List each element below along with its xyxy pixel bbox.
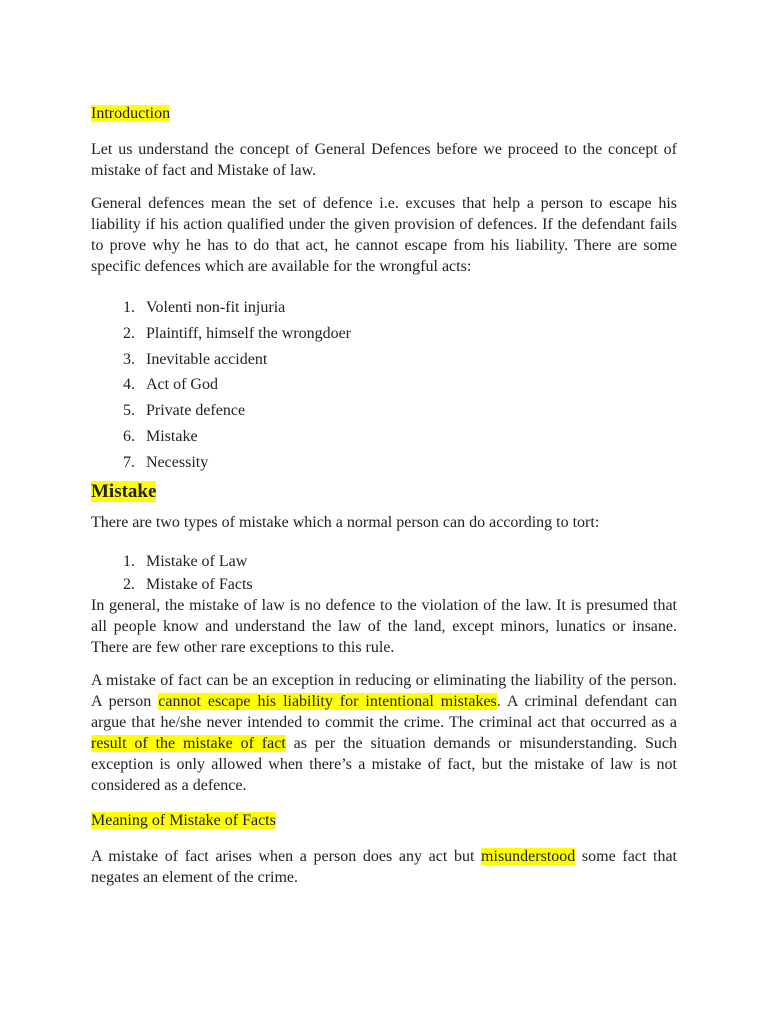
list-item: 1. Mistake of Law xyxy=(123,552,248,570)
list-item: 2. Mistake of Facts xyxy=(123,576,253,594)
defences-list xyxy=(91,295,677,476)
document-page xyxy=(91,100,677,900)
mistake-types-list xyxy=(91,549,677,596)
list-item: 6. Mistake xyxy=(123,427,198,445)
highlight: cannot escape his liability for intentional mistakes xyxy=(158,693,497,711)
intro-paragraph-1: Let us understand the concept of General Defences before we proceed to the concept of mistake of fact and Mistake of law. xyxy=(91,141,677,179)
meaning-heading: Meaning of Mistake of Facts xyxy=(91,812,276,830)
list-item: 1. Volenti non-fit injuria xyxy=(123,299,286,316)
list-item: 2. Plaintiff, himself the wrongdoer xyxy=(123,324,351,342)
list-item: 5. Private defence xyxy=(123,402,246,420)
introduction-heading: Introduction xyxy=(91,105,171,122)
mistake-of-law-paragraph: In general, the mistake of law is no defence to the violation of the law. It is presumed that all people know and understand the law of the land, except minors, lunatics or insane. There are few other rare exceptions to this rule. xyxy=(91,597,677,657)
highlight: misunderstood xyxy=(481,848,576,866)
list-item: 7. Necessity xyxy=(123,453,209,471)
mistake-intro-paragraph: There are two types of mistake which a normal person can do according to tort: xyxy=(91,513,600,531)
list-item: 3. Inevitable accident xyxy=(123,350,268,368)
intro-paragraph-2: General defences mean the set of defence i.e. excuses that help a person to escape his liability if his action qualified under the given provision of defences. If the defendant fails to prove why he has to do that act, he cannot escape from his liability. There are some specific defences which are available for the wrongful acts: xyxy=(91,195,677,275)
meaning-paragraph: A mistake of fact arises when a person does any act but misunderstood some fact that negates an element of the crime. xyxy=(91,848,677,887)
mistake-of-fact-paragraph: A mistake of fact can be an exception in reducing or eliminating the liability of the person. A person cannot escape his liability for intentional mistakes. A criminal defendant can argue that he/she never intended to commit the crime. The criminal act that occurred as a result of the mistake of fact as per the situation demands or misunderstanding. Such exception is only allowed when there’s a mistake of fact, but the mistake of law is not considered as a defence. xyxy=(91,672,678,795)
list-item: 4. Act of God xyxy=(123,376,218,394)
mistake-heading: Mistake xyxy=(91,480,157,502)
highlight: result of the mistake of fact xyxy=(91,735,286,753)
